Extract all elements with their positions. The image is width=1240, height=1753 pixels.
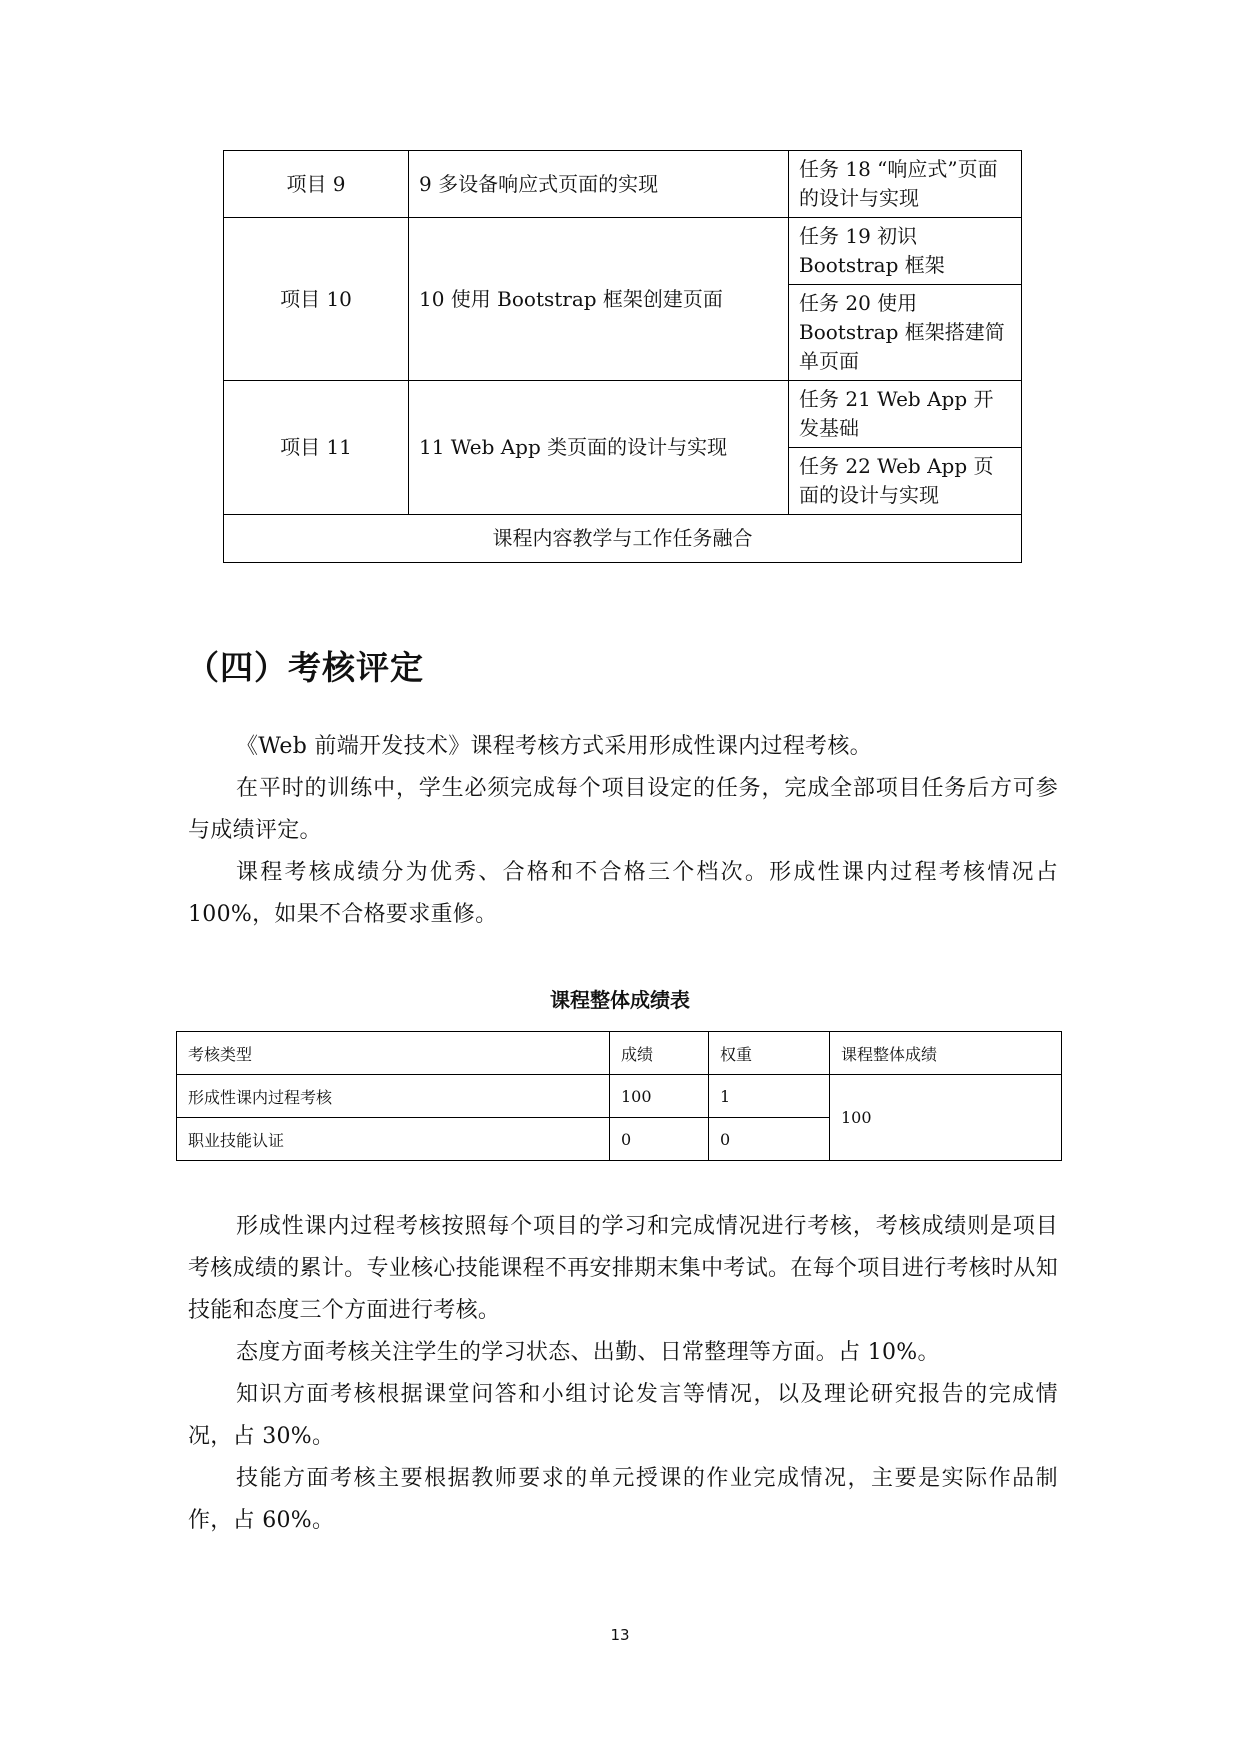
table-row <box>177 1075 1062 1118</box>
page-number: 13 <box>610 1626 630 1644</box>
section-title: （四）考核评定 <box>186 648 424 687</box>
paragraph: 在平时的训练中，学生必须完成每个项目设定的任务，完成全部项目任务后方可参与成绩评定。 <box>188 776 1058 843</box>
weight-cell: 1 <box>709 1075 830 1118</box>
paragraph: 形成性课内过程考核按照每个项目的学习和完成情况进行考核，考核成绩则是项目考核成绩的累计。专业核心技能课程不再安排期末集中考试。在每个项目进行考核时从知技能和态度三个方面进行考核。 <box>188 1214 1058 1323</box>
table-row <box>224 218 1022 285</box>
table-row <box>224 515 1022 563</box>
content-cell: 10 使用 Bootstrap 框架创建页面 <box>409 218 789 381</box>
score-table <box>176 1031 1062 1161</box>
header-cell: 权重 <box>709 1032 830 1075</box>
content-cell: 9 多设备响应式页面的实现 <box>409 151 789 218</box>
project-cell: 项目 9 <box>224 151 409 218</box>
header-cell: 课程整体成绩 <box>830 1032 1062 1075</box>
task-cell: 任务 22 Web App 页面的设计与实现 <box>789 448 1022 515</box>
paragraphs-before-table <box>188 726 1058 936</box>
project-task-table <box>223 150 1022 563</box>
overall-score-cell: 100 <box>830 1075 1062 1161</box>
project-cell: 项目 10 <box>224 218 409 381</box>
paragraph: 《Web 前端开发技术》课程考核方式采用形成性课内过程考核。 <box>236 734 872 759</box>
task-cell: 任务 20 使用 Bootstrap 框架搭建简单页面 <box>789 285 1022 381</box>
type-cell: 形成性课内过程考核 <box>177 1075 610 1118</box>
paragraph: 课程考核成绩分为优秀、合格和不合格三个档次。形成性课内过程考核情况占 100%，如果不合格要求重修。 <box>188 860 1058 927</box>
paragraph: 态度方面考核关注学生的学习状态、出勤、日常整理等方面。占 10%。 <box>236 1340 940 1365</box>
task-cell: 任务 18 “响应式”页面的设计与实现 <box>789 151 1022 218</box>
table-row <box>224 151 1022 218</box>
weight-cell: 0 <box>709 1118 830 1161</box>
content-cell: 11 Web App 类页面的设计与实现 <box>409 381 789 515</box>
paragraph: 知识方面考核根据课堂问答和小组讨论发言等情况，以及理论研究报告的完成情况，占 30%。 <box>188 1382 1058 1449</box>
paragraphs-after-table <box>188 1206 1058 1542</box>
project-cell: 项目 11 <box>224 381 409 515</box>
task-cell: 任务 21 Web App 开发基础 <box>789 381 1022 448</box>
table-caption: 课程整体成绩表 <box>550 988 690 1012</box>
table-header-row <box>177 1032 1062 1075</box>
table-row <box>224 381 1022 448</box>
task-cell: 任务 19 初识 Bootstrap 框架 <box>789 218 1022 285</box>
type-cell: 职业技能认证 <box>177 1118 610 1161</box>
table-footer-cell: 课程内容教学与工作任务融合 <box>224 515 1022 563</box>
paragraph: 技能方面考核主要根据教师要求的单元授课的作业完成情况，主要是实际作品制作，占 60%。 <box>188 1466 1058 1533</box>
score-cell: 0 <box>610 1118 709 1161</box>
header-cell: 考核类型 <box>177 1032 610 1075</box>
score-cell: 100 <box>610 1075 709 1118</box>
header-cell: 成绩 <box>610 1032 709 1075</box>
